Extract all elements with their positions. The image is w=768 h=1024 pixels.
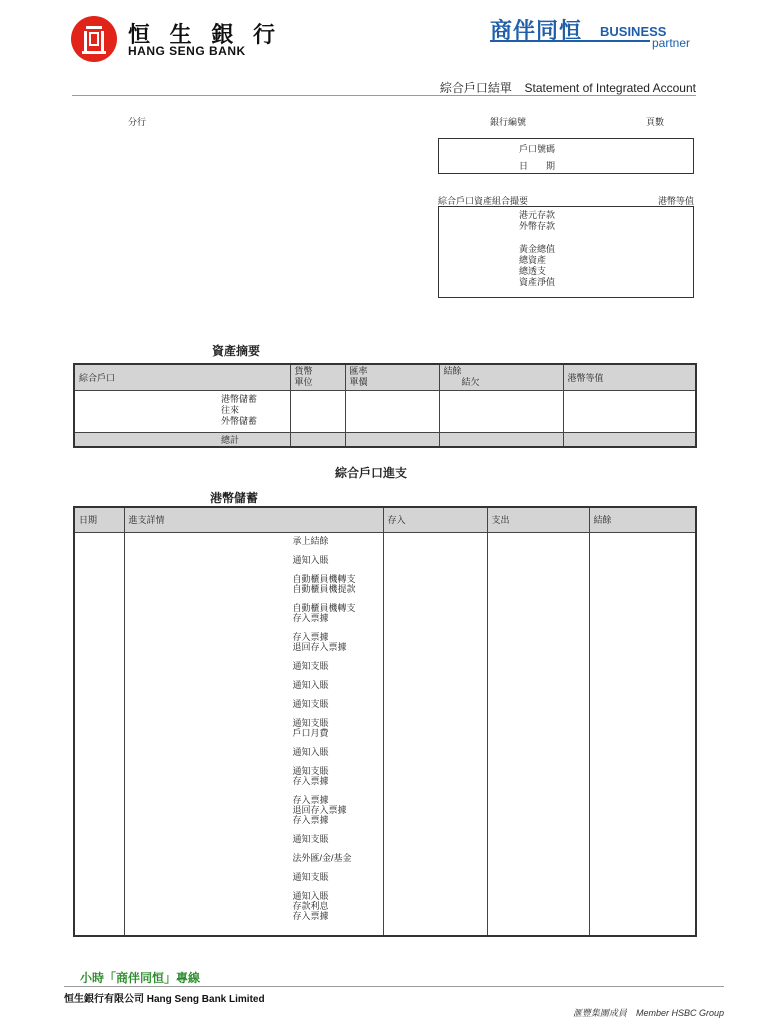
total-label-cell bbox=[74, 432, 290, 447]
col-currency: 貨幣 單位 bbox=[290, 364, 345, 390]
transaction-entry bbox=[293, 834, 379, 844]
footer-hotline: 小時「商伴同恒」專線 bbox=[80, 971, 201, 985]
partner-name-en-2: partner bbox=[652, 36, 691, 50]
statement-title-en: Statement of Integrated Account bbox=[524, 81, 696, 95]
transaction-line: 自動櫃員機提款 bbox=[292, 583, 356, 594]
total-currency-cell bbox=[290, 432, 345, 447]
asset-summary-table bbox=[73, 363, 697, 448]
transaction-entry bbox=[293, 872, 379, 882]
hkd-cell bbox=[563, 390, 696, 432]
branch-label: 分行 bbox=[128, 117, 147, 127]
footer-company: 恒生銀行有限公司 Hang Seng Bank Limited bbox=[64, 994, 265, 1005]
portfolio-box bbox=[438, 206, 694, 298]
transaction-line: 通知入賬 bbox=[292, 746, 329, 757]
account-info-box bbox=[438, 138, 694, 174]
transaction-line: 自動櫃員機轉支 bbox=[292, 602, 356, 613]
rate-cell bbox=[345, 390, 439, 432]
currency-cell bbox=[290, 390, 345, 432]
transaction-line: 退回存入票據 bbox=[292, 804, 347, 815]
transaction-entry bbox=[293, 574, 379, 594]
transaction-entry bbox=[293, 536, 379, 546]
account-type-item: 往來 bbox=[221, 404, 240, 415]
transaction-entry bbox=[293, 603, 379, 623]
portfolio-items-top bbox=[519, 210, 555, 232]
transaction-entry bbox=[293, 680, 379, 690]
transaction-entry bbox=[293, 718, 379, 738]
header-partner-rule bbox=[490, 40, 650, 42]
col-date: 日期 bbox=[74, 507, 124, 532]
transaction-line: 存入票據 bbox=[292, 631, 329, 642]
total-hkd-cell bbox=[563, 432, 696, 447]
portfolio-item: 黃金總值 bbox=[519, 244, 556, 254]
transaction-entry bbox=[293, 555, 379, 565]
transaction-line: 通知支賬 bbox=[292, 833, 329, 844]
transaction-line: 通知入賬 bbox=[292, 679, 329, 690]
transaction-entry bbox=[293, 632, 379, 652]
transaction-entry bbox=[293, 853, 379, 863]
transactions-table bbox=[73, 506, 697, 937]
portfolio-item: 資產淨值 bbox=[519, 277, 556, 287]
transaction-entry bbox=[293, 766, 379, 786]
transaction-entry bbox=[293, 699, 379, 709]
transaction-line: 法外匯/金/基金 bbox=[292, 852, 352, 863]
col-deposit: 存入 bbox=[383, 507, 487, 532]
withdrawal-cell bbox=[487, 532, 589, 936]
bank-name-en: HANG SENG BANK bbox=[128, 44, 246, 58]
balance-cell bbox=[589, 532, 696, 936]
transaction-line: 存入票據 bbox=[292, 794, 329, 805]
footer-group bbox=[573, 1006, 724, 1019]
transaction-line: 存入票據 bbox=[292, 910, 329, 921]
transaction-line: 通知入賬 bbox=[292, 554, 329, 565]
col-rate: 匯率 單價 bbox=[345, 364, 439, 390]
transaction-entry bbox=[293, 747, 379, 757]
col-hkd-equiv: 港幣等值 bbox=[563, 364, 696, 390]
portfolio-title: 綜合戶口資產組合撮要 bbox=[438, 196, 529, 206]
total-rate-cell bbox=[345, 432, 439, 447]
transaction-line: 通知支賬 bbox=[292, 698, 329, 709]
date-cell bbox=[74, 532, 124, 936]
transaction-line: 存入票據 bbox=[292, 775, 329, 786]
col-balance: 結餘 bbox=[589, 507, 696, 532]
portfolio-hkd-equiv: 港幣等值 bbox=[658, 196, 695, 206]
footer-group-zh: 滙豐集團成員 bbox=[572, 1008, 627, 1018]
transaction-line: 存入票據 bbox=[292, 612, 329, 623]
total-balance-cell bbox=[439, 432, 563, 447]
portfolio-item: 外幣存款 bbox=[519, 221, 556, 231]
transaction-line: 戶口月費 bbox=[292, 727, 329, 738]
col-withdrawal: 支出 bbox=[487, 507, 589, 532]
transaction-line: 通知支賬 bbox=[292, 765, 329, 776]
statement-title-zh: 綜合戶口結單 bbox=[439, 81, 512, 95]
transaction-entry bbox=[293, 891, 379, 921]
transaction-line: 通知支賬 bbox=[292, 660, 329, 671]
portfolio-item: 總資產 bbox=[519, 255, 547, 265]
transaction-entry bbox=[293, 795, 379, 825]
col-details: 進支詳情 bbox=[124, 507, 383, 532]
partner-name-zh: 商伴同恒 bbox=[490, 18, 583, 43]
account-type-item: 外幣儲蓄 bbox=[221, 415, 258, 426]
hang-seng-logo-icon bbox=[70, 15, 118, 63]
transaction-line: 通知入賬 bbox=[292, 890, 329, 901]
asset-summary-heading: 資產摘要 bbox=[212, 344, 261, 358]
portfolio-items-bottom bbox=[519, 244, 555, 288]
balance-cell bbox=[439, 390, 563, 432]
transaction-line: 承上結餘 bbox=[292, 535, 329, 546]
title-rule bbox=[72, 95, 696, 96]
transaction-line: 自動櫃員機轉支 bbox=[292, 573, 356, 584]
transactions-heading: 港幣儲蓄 bbox=[210, 491, 259, 505]
transaction-entry bbox=[293, 661, 379, 671]
account-type-item: 港幣儲蓄 bbox=[221, 393, 258, 404]
footer-group-en: Member HSBC Group bbox=[635, 1008, 724, 1018]
details-cell bbox=[124, 532, 383, 936]
transaction-details-list bbox=[293, 536, 379, 921]
partner-name-en-1: BUSINESS bbox=[600, 24, 667, 39]
portfolio-item: 總透支 bbox=[519, 266, 547, 276]
footer-rule bbox=[64, 986, 724, 987]
account-types-cell bbox=[74, 390, 290, 432]
total-label: 總計 bbox=[221, 434, 240, 445]
transaction-line: 通知支賬 bbox=[292, 871, 329, 882]
pages-label: 頁數 bbox=[646, 117, 665, 127]
account-number-label: 戶口號碼 bbox=[519, 144, 556, 154]
transaction-line: 通知支賬 bbox=[292, 717, 329, 728]
deposit-cell bbox=[383, 532, 487, 936]
statement-title bbox=[440, 79, 696, 96]
bank-logo bbox=[70, 15, 118, 63]
statement-date-label: 日 期 bbox=[519, 161, 556, 171]
bank-code-label: 銀行編號 bbox=[490, 117, 527, 127]
col-balance: 結餘 結欠 bbox=[439, 364, 563, 390]
account-types-list bbox=[221, 394, 286, 427]
transactions-section-title: 綜合戶口進支 bbox=[335, 466, 408, 480]
transaction-line: 退回存入票據 bbox=[292, 641, 347, 652]
transaction-line: 存款利息 bbox=[292, 900, 329, 911]
bank-name-zh: 恒 生 銀 行 bbox=[128, 22, 281, 48]
col-account: 綜合戶口 bbox=[74, 364, 290, 390]
portfolio-item: 港元存款 bbox=[519, 210, 556, 220]
transaction-line: 存入票據 bbox=[292, 814, 329, 825]
